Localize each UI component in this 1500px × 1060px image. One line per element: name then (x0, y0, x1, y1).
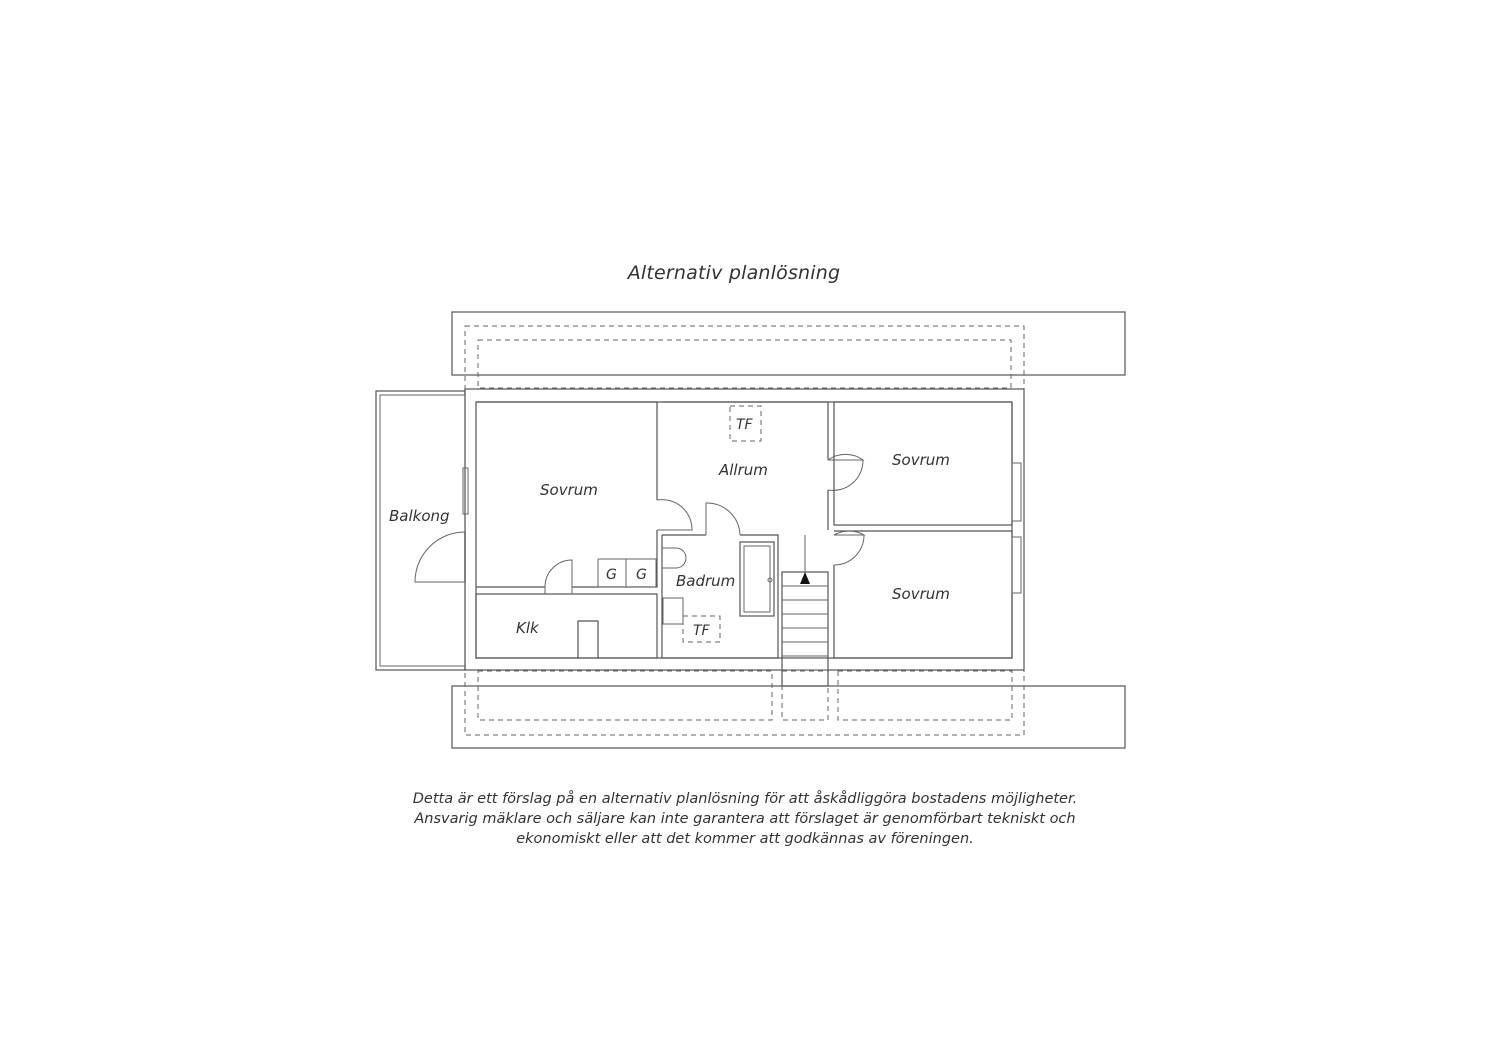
label-g2: G (636, 567, 647, 583)
stair-arrow-icon (800, 572, 810, 584)
disclaimer-line-1: Detta är ett förslag på en alternativ planlösning för att åskådliggöra bostadens möjligheter. (412, 791, 1078, 807)
label-allrum: Allrum (719, 461, 768, 479)
label-klk: Klk (516, 619, 539, 637)
disclaimer-line-2: Ansvarig mäklare och säljare kan inte garantera att förslaget är genomförbart tekniskt och (414, 811, 1076, 827)
label-sovrum-bottom-right: Sovrum (892, 585, 950, 603)
balcony (376, 391, 468, 670)
label-tf-badrum: TF (693, 623, 710, 639)
label-sovrum-left: Sovrum (540, 481, 598, 499)
label-tf-allrum: TF (736, 417, 753, 433)
label-balkong: Balkong (389, 507, 450, 525)
label-g1: G (606, 567, 617, 583)
staircase (782, 535, 828, 686)
label-badrum: Badrum (676, 572, 736, 590)
disclaimer (330, 789, 1160, 849)
disclaimer-line-3: ekonomiskt eller att det kommer att godkännas av föreningen. (516, 831, 974, 847)
label-sovrum-top-right: Sovrum (892, 451, 950, 469)
plan-title: Alternativ planlösning (627, 262, 841, 284)
room-klk (476, 560, 657, 658)
